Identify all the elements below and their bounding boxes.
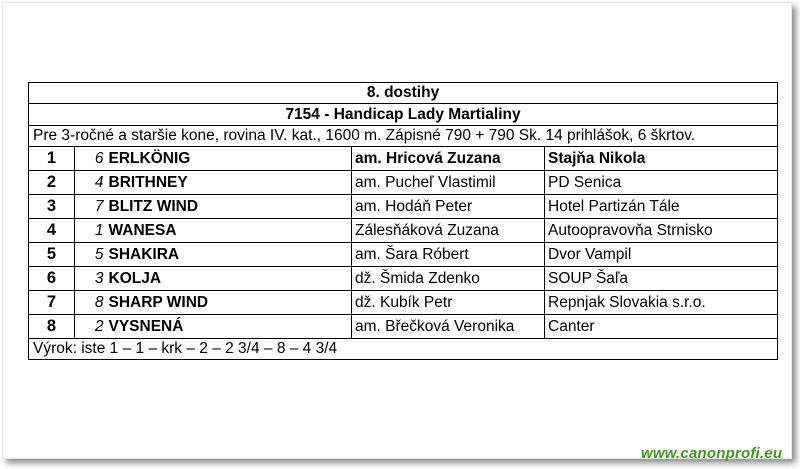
stable-name: Autoopravovňa Strnisko [545, 219, 778, 243]
horse-name: BRITHNEY [107, 171, 352, 195]
stable-name: Stajňa Nikola [545, 147, 778, 171]
finish-place: 2 [29, 171, 75, 195]
finish-place: 1 [29, 147, 75, 171]
verdict-row [29, 339, 778, 360]
horse-name: SHAKIRA [107, 243, 352, 267]
finish-place: 7 [29, 291, 75, 315]
table-row [29, 147, 778, 171]
race-results-table [28, 82, 778, 360]
race-name-row [29, 104, 778, 126]
table-row [29, 243, 778, 267]
stable-name: Dvor Vampil [545, 243, 778, 267]
race-name: 7154 - Handicap Lady Martialiny [29, 104, 778, 126]
start-number: 8 [75, 291, 107, 315]
table-row [29, 195, 778, 219]
table-row [29, 267, 778, 291]
race-title-row [29, 83, 778, 104]
finish-place: 6 [29, 267, 75, 291]
verdict-text: Výrok: iste 1 – 1 – krk – 2 – 2 3/4 – 8 – 4 3/4 [29, 339, 778, 360]
race-conditions-row [29, 126, 778, 147]
table-row [29, 315, 778, 339]
table-row [29, 219, 778, 243]
start-number: 2 [75, 315, 107, 339]
finish-place: 4 [29, 219, 75, 243]
horse-name: KOLJA [107, 267, 352, 291]
jockey-name: dž. Šmida Zdenko [352, 267, 545, 291]
race-title: 8. dostihy [29, 83, 778, 104]
jockey-name: am. Hodáň Peter [352, 195, 545, 219]
finish-place: 8 [29, 315, 75, 339]
start-number: 1 [75, 219, 107, 243]
start-number: 6 [75, 147, 107, 171]
stable-name: PD Senica [545, 171, 778, 195]
jockey-name: dž. Kubík Petr [352, 291, 545, 315]
jockey-name: am. Břečková Veronika [352, 315, 545, 339]
start-number: 4 [75, 171, 107, 195]
stable-name: SOUP Šaľa [545, 267, 778, 291]
start-number: 5 [75, 243, 107, 267]
start-number: 7 [75, 195, 107, 219]
table-row [29, 291, 778, 315]
race-conditions: Pre 3-ročné a staršie kone, rovina IV. kat., 1600 m. Zápisné 790 + 790 Sk. 14 prihlášok, 6 škrtov. [29, 126, 778, 147]
finish-place: 5 [29, 243, 75, 267]
stable-name: Hotel Partizán Tále [545, 195, 778, 219]
document-page [2, 2, 792, 459]
horse-name: WANESA [107, 219, 352, 243]
stable-name: Canter [545, 315, 778, 339]
finish-place: 3 [29, 195, 75, 219]
stable-name: Repnjak Slovakia s.r.o. [545, 291, 778, 315]
table-row [29, 171, 778, 195]
horse-name: BLITZ WIND [107, 195, 352, 219]
jockey-name: am. Pucheľ Vlastimil [352, 171, 545, 195]
horse-name: VYSNENÁ [107, 315, 352, 339]
jockey-name: Zálesňáková Zuzana [352, 219, 545, 243]
watermark: www.canonprofi.eu [641, 445, 783, 462]
start-number: 3 [75, 267, 107, 291]
jockey-name: am. Šara Róbert [352, 243, 545, 267]
horse-name: ERLKÖNIG [107, 147, 352, 171]
horse-name: SHARP WIND [107, 291, 352, 315]
jockey-name: am. Hricová Zuzana [352, 147, 545, 171]
